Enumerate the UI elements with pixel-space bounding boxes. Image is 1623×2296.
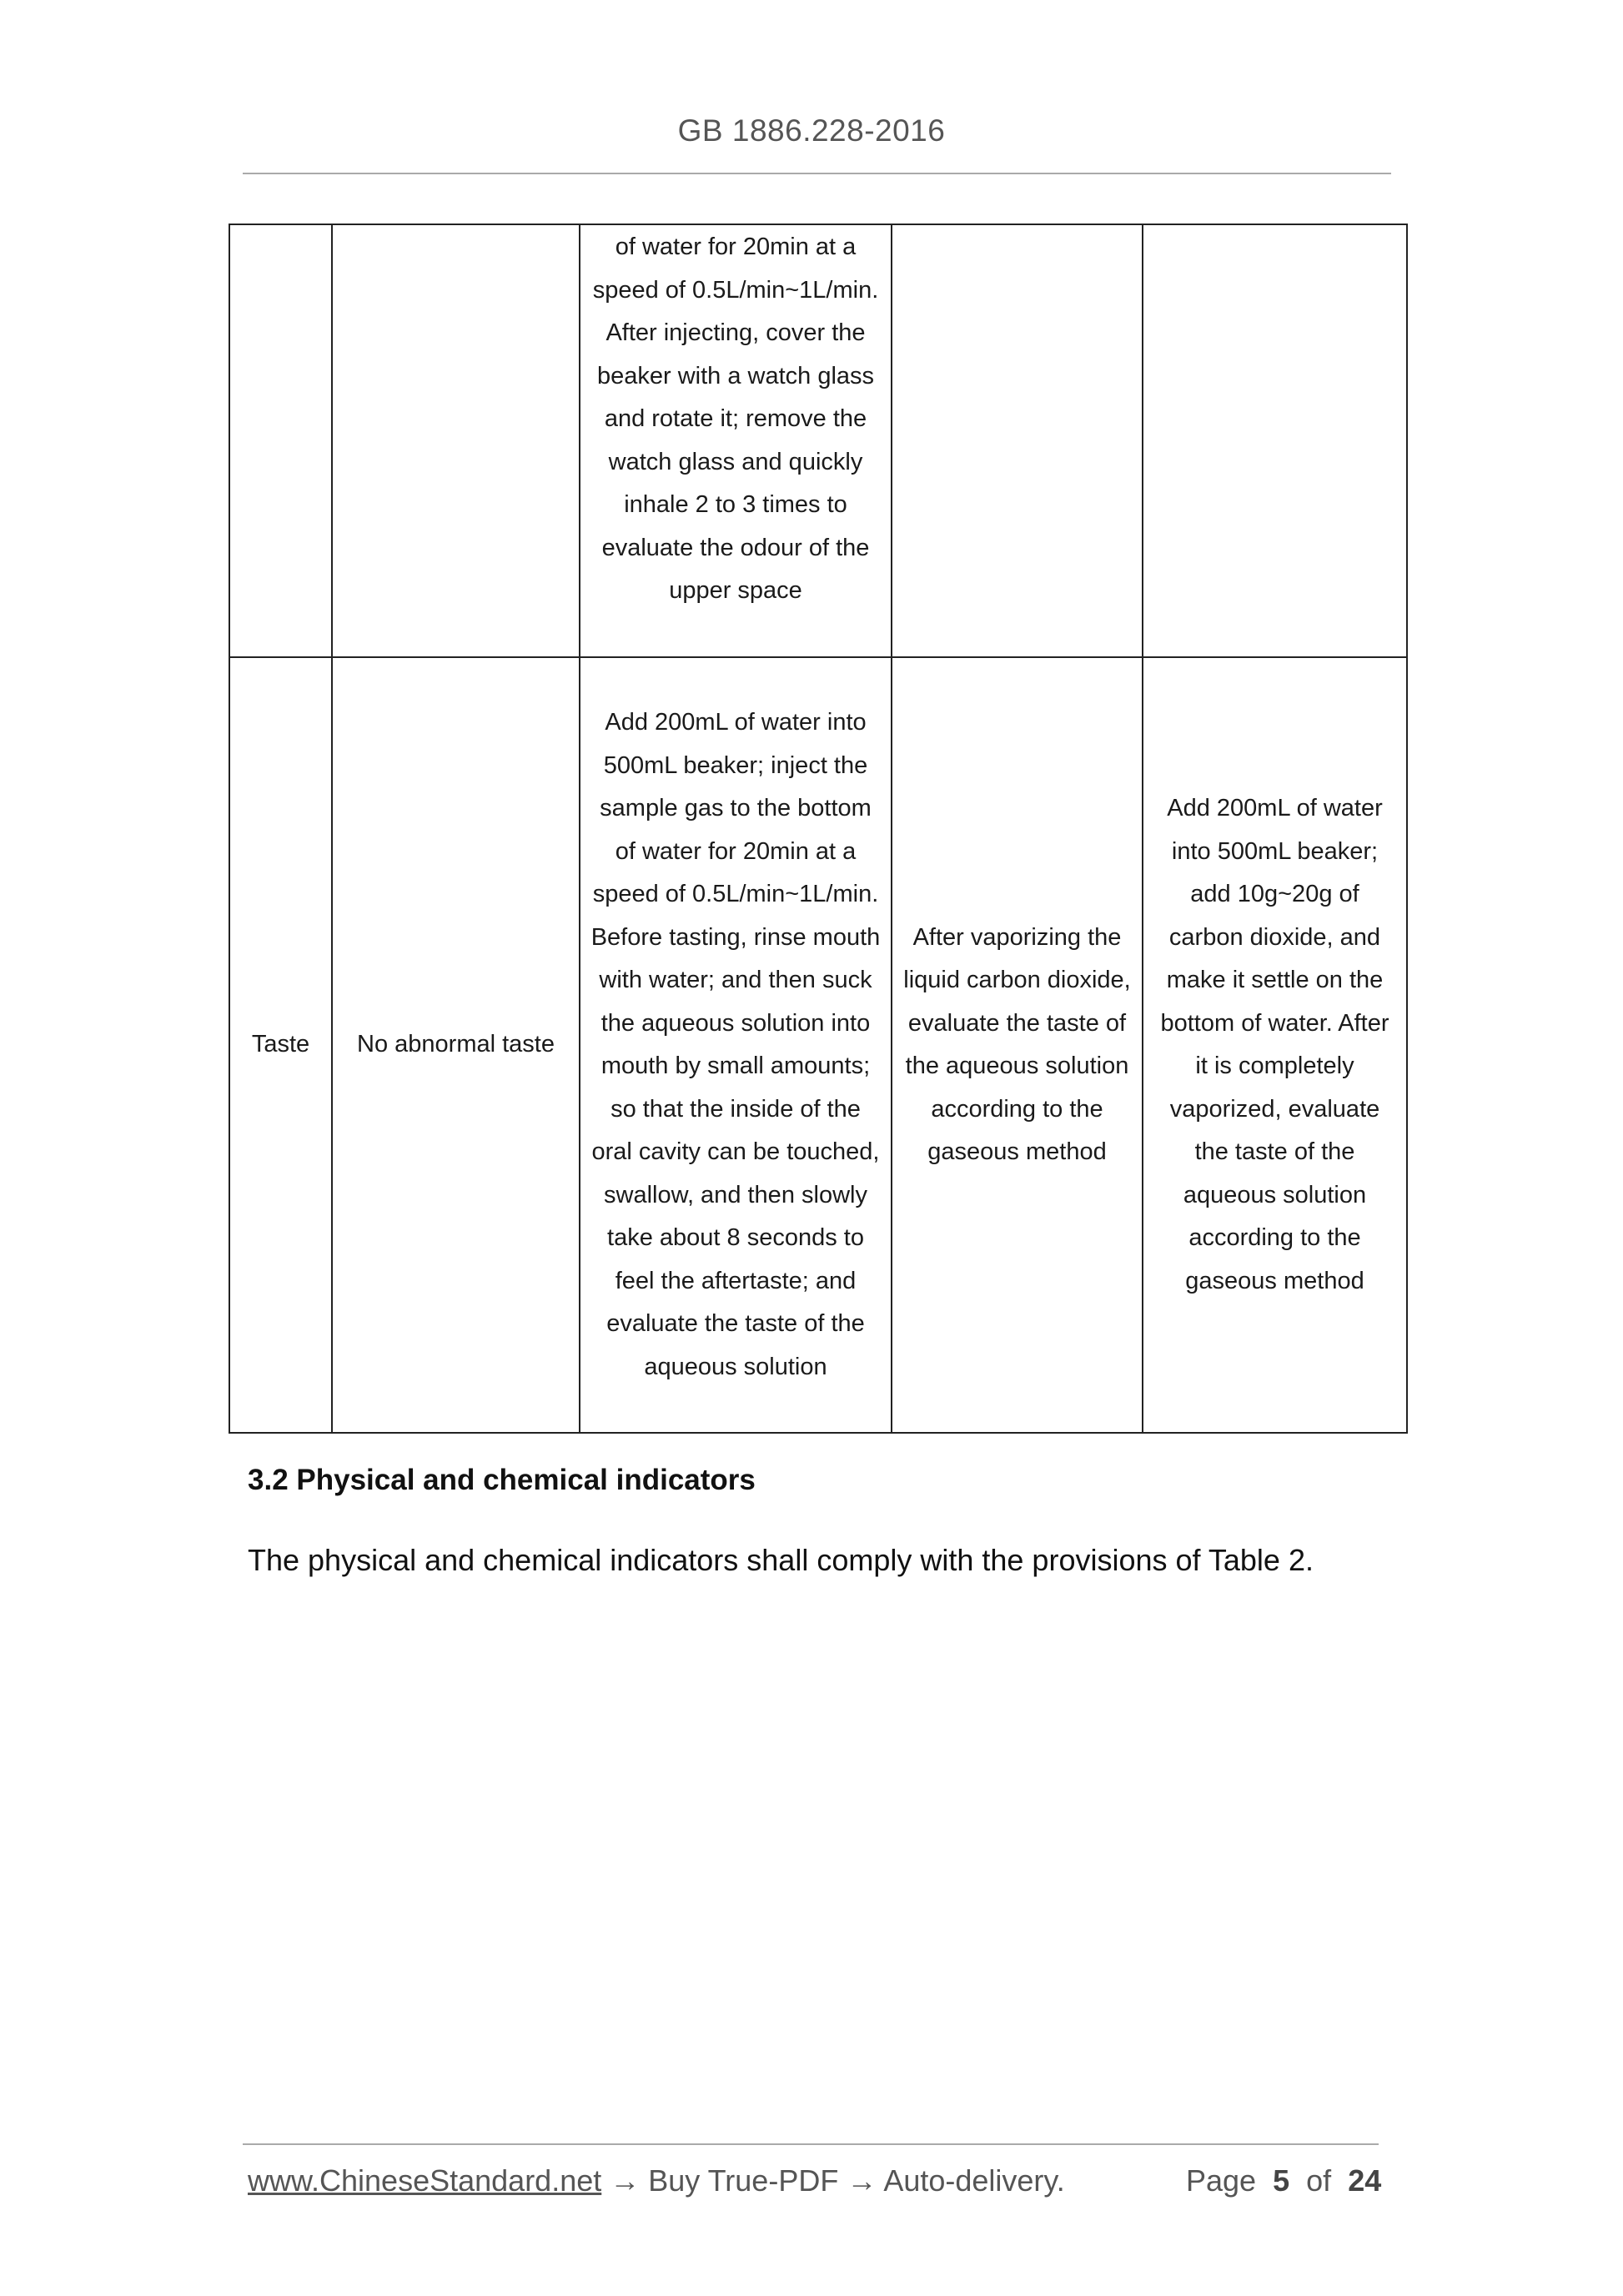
cell-solid-method-continued [1143,224,1407,657]
cell-liquid-method-continued [892,224,1143,657]
cell-requirement-taste: No abnormal taste [332,657,580,1433]
document-header-code: GB 1886.228-2016 [677,113,946,148]
of-label: of [1306,2163,1332,2198]
cell-indicator-continued [229,224,332,657]
footer-tagline: → Buy True-PDF → Auto-delivery. [601,2163,1065,2198]
sensory-requirements-table [229,224,1408,1434]
table-row-taste [229,657,1407,1433]
cell-gaseous-method-continued: of water for 20min at a speed of 0.5L/min~1L/min. After injecting, cover the beaker with a watch glass and rotate it; remove the watch glass and quickly inhale 2 to 3 times to evaluate the odour of the upper space [580,224,892,657]
footer-divider [243,2143,1379,2145]
header-divider [243,173,1391,174]
page-indicator [1186,2163,1381,2198]
section-paragraph: The physical and chemical indicators shall comply with the provisions of Table 2. [248,1543,1314,1577]
page-label: Page [1186,2163,1257,2198]
footer-promo [248,2163,1065,2198]
section-heading: 3.2 Physical and chemical indicators [248,1464,756,1496]
cell-gaseous-method-taste: Add 200mL of water into 500mL beaker; inject the sample gas to the bottom of water for 20min at a speed of 0.5L/min~1L/min. Before tasting, rinse mouth with water; and then suck the aqueous solution into mouth by small amounts; so that the inside of the oral cavity can be touched, swallow, and then slowly take about 8 seconds to feel the aftertaste; and evaluate the taste of the aqueous solution [580,657,892,1433]
cell-solid-method-taste: Add 200mL of water into 500mL beaker; add 10g~20g of carbon dioxide, and make it settle on the bottom of water. After it is completely vaporized, evaluate the taste of the aqueous solution according to the gaseous method [1143,657,1407,1433]
cell-requirement-continued [332,224,580,657]
cell-indicator-taste: Taste [229,657,332,1433]
website-link[interactable]: www.ChineseStandard.net [248,2163,602,2198]
page-number: 5 [1273,2163,1290,2198]
page-total: 24 [1348,2163,1382,2198]
table-row-continuation [229,224,1407,657]
cell-liquid-method-taste: After vaporizing the liquid carbon dioxide, evaluate the taste of the aqueous solution according to the gaseous method [892,657,1143,1433]
